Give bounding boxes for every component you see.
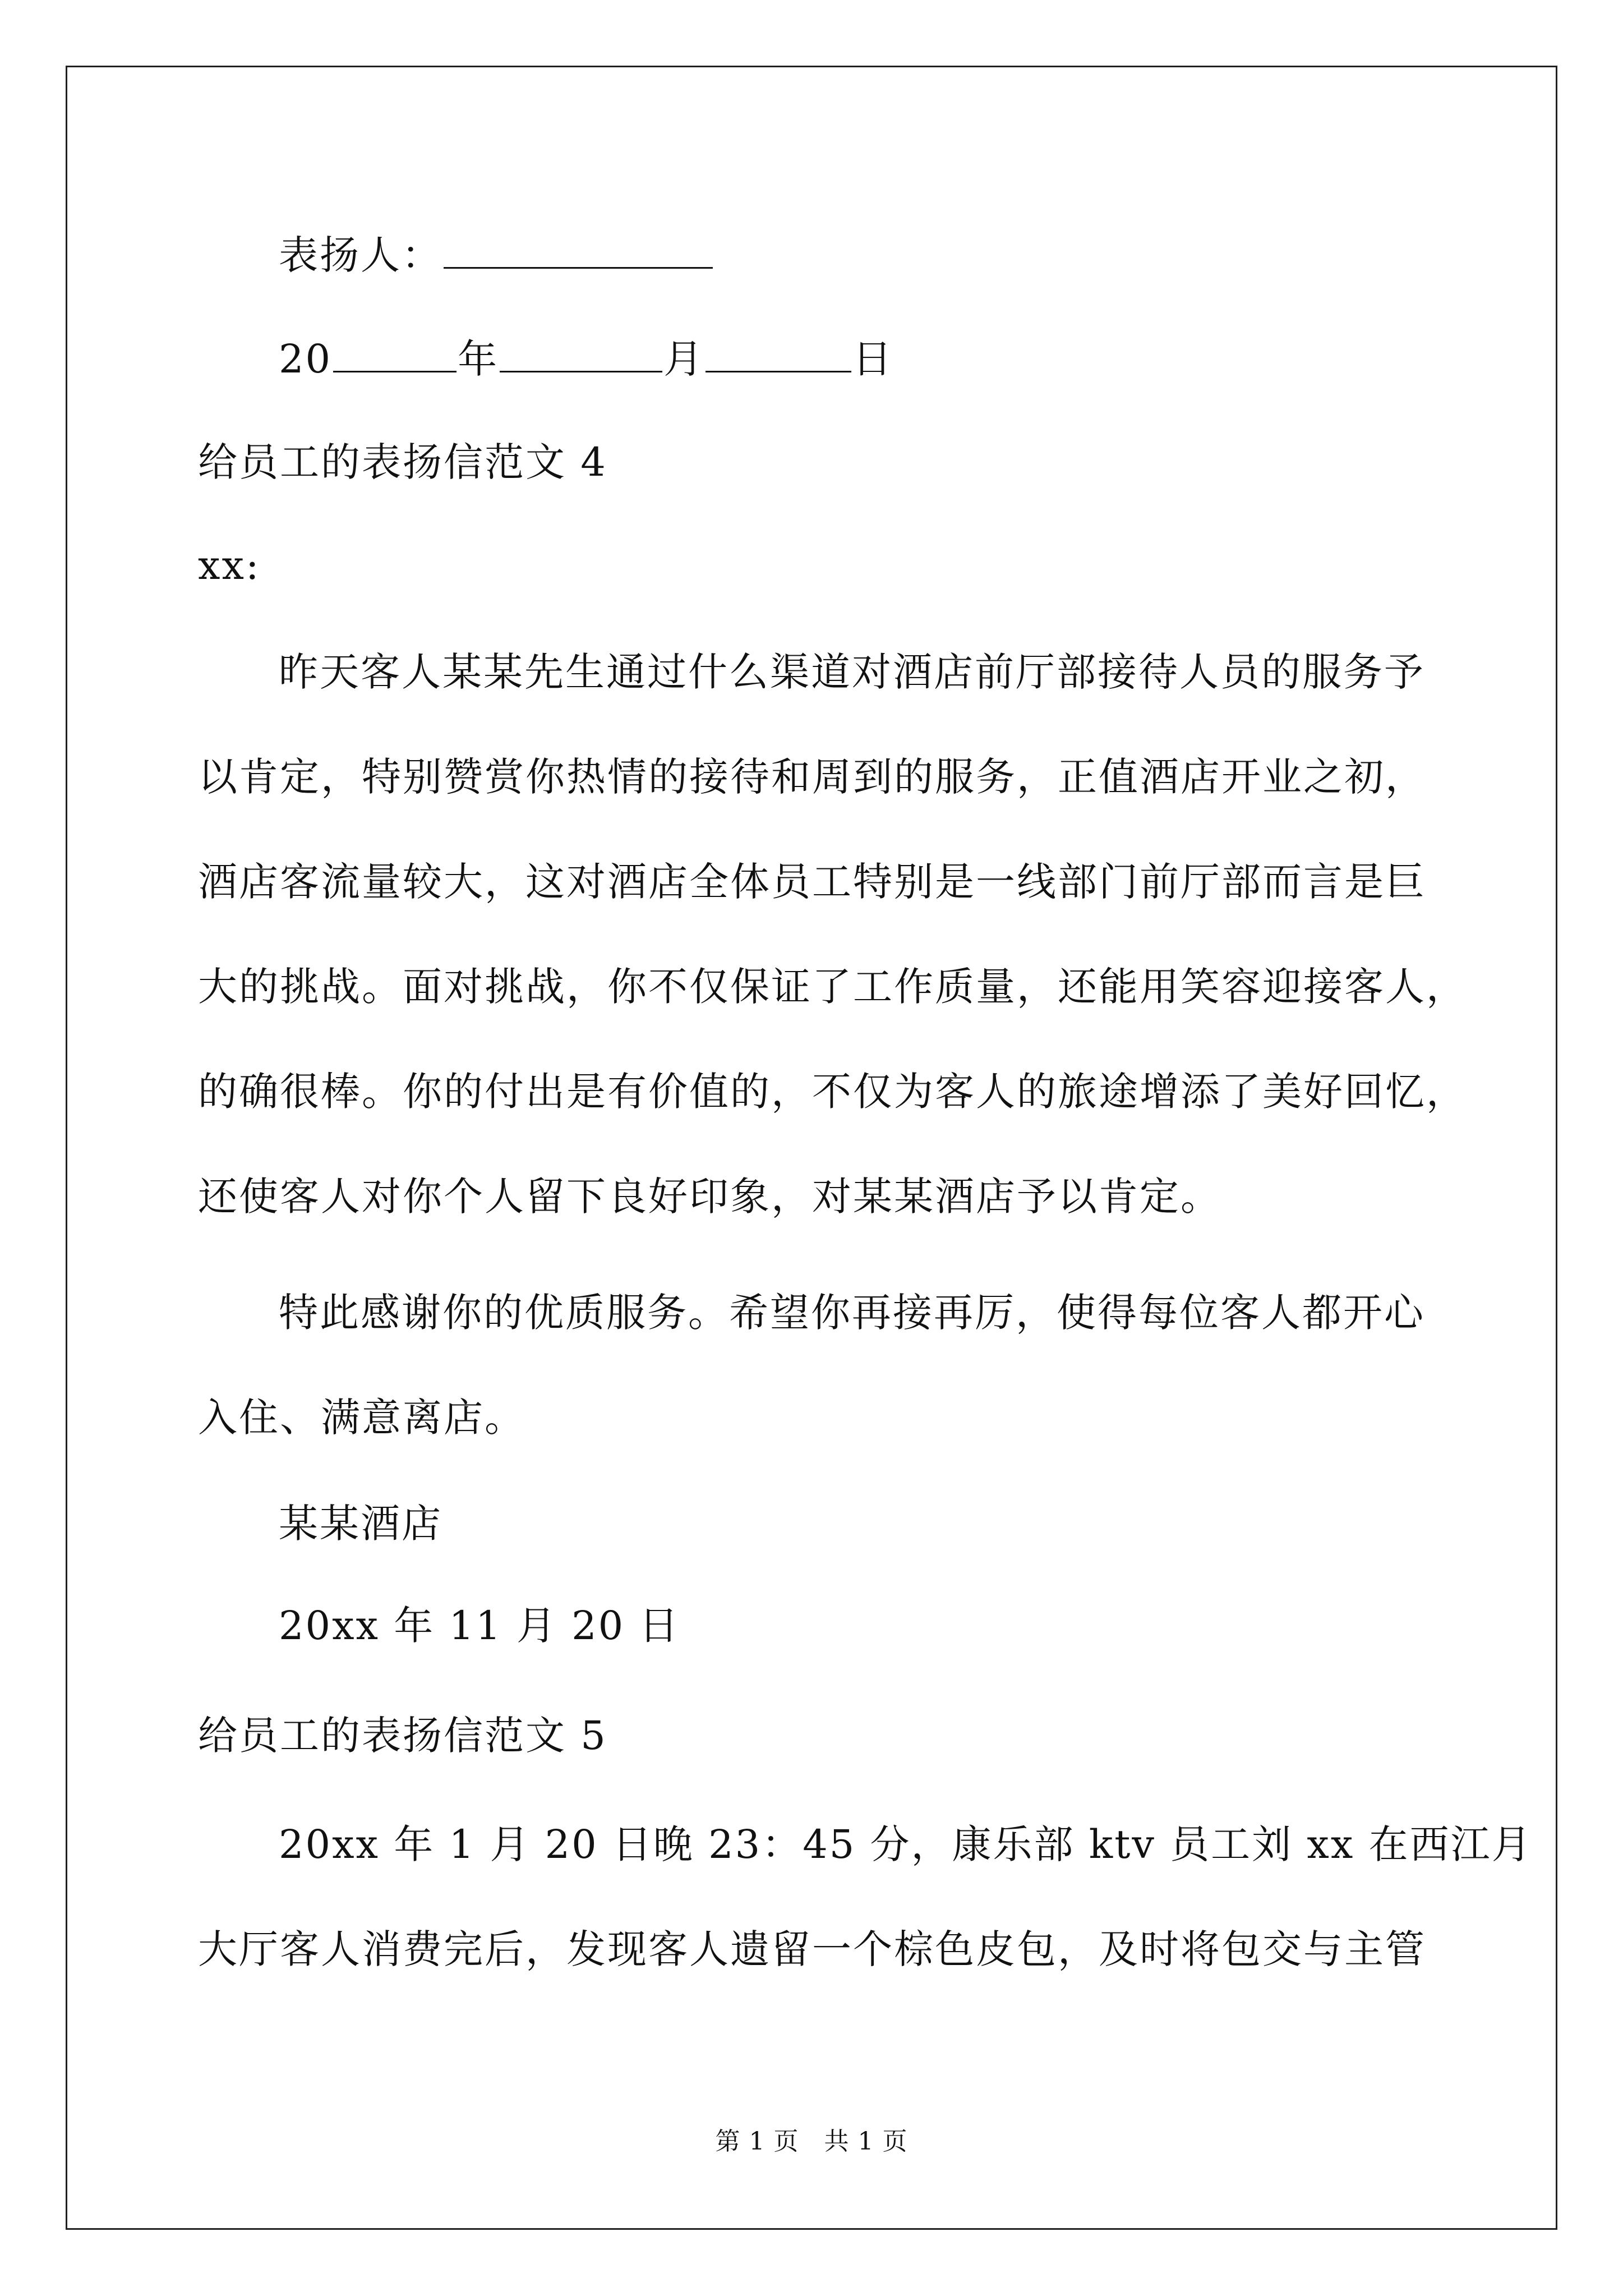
body-4-line: 入住、满意离店。 [198,1395,525,1441]
date-prefix: 20 [279,336,333,382]
heading-4: 给员工的表扬信范文 4 [198,439,607,485]
year-char: 年 [458,336,499,382]
page-border [66,66,1557,2230]
body-4-line: 特此感谢你的优质服务。希望你再接再厉，使得每位客人都开心 [279,1290,1425,1336]
praiser-label: 表扬人： [279,232,442,278]
salutation: xx: [198,542,261,588]
body-4-line: 酒店客流量较大，这对酒店全体员工特别是一线部门前厅部而言是巨 [198,859,1426,905]
praiser-line [279,228,714,282]
body-4-line: 以肯定，特别赞赏你热情的接待和周到的服务，正值酒店开业之初， [198,754,1426,800]
body-4-line: 还使客人对你个人留下良好印象，对某某酒店予以肯定。 [198,1174,1221,1220]
month-char: 月 [663,336,705,382]
body-4-line: 大的挑战。面对挑战，你不仅保证了工作质量，还能用笑容迎接客人， [198,964,1467,1010]
praiser-blank [444,232,713,269]
day-char: 日 [852,336,894,382]
heading-5: 给员工的表扬信范文 5 [198,1713,607,1759]
body-5-line: 20xx 年 1 月 20 日晚 23：45 分，康乐部 ktv 员工刘 xx 在西江月 [279,1821,1533,1867]
body-4-line: 昨天客人某某先生通过什么渠道对酒店前厅部接待人员的服务予 [279,649,1425,695]
year-blank [333,336,457,372]
body-5-line: 大厅客人消费完后，发现客人遗留一个棕色皮包，及时将包交与主管 [198,1926,1426,1972]
date-blank-line [279,332,893,386]
signature: 某某酒店 [279,1501,442,1547]
body-4-line: 的确很棒。你的付出是有价值的，不仅为客人的旅途增添了美好回忆， [198,1069,1467,1115]
month-blank [500,336,662,372]
signature-date: 20xx 年 11 月 20 日 [279,1603,680,1649]
page-footer: 第 1 页 共 1 页 [715,2127,908,2156]
day-blank [706,336,851,372]
